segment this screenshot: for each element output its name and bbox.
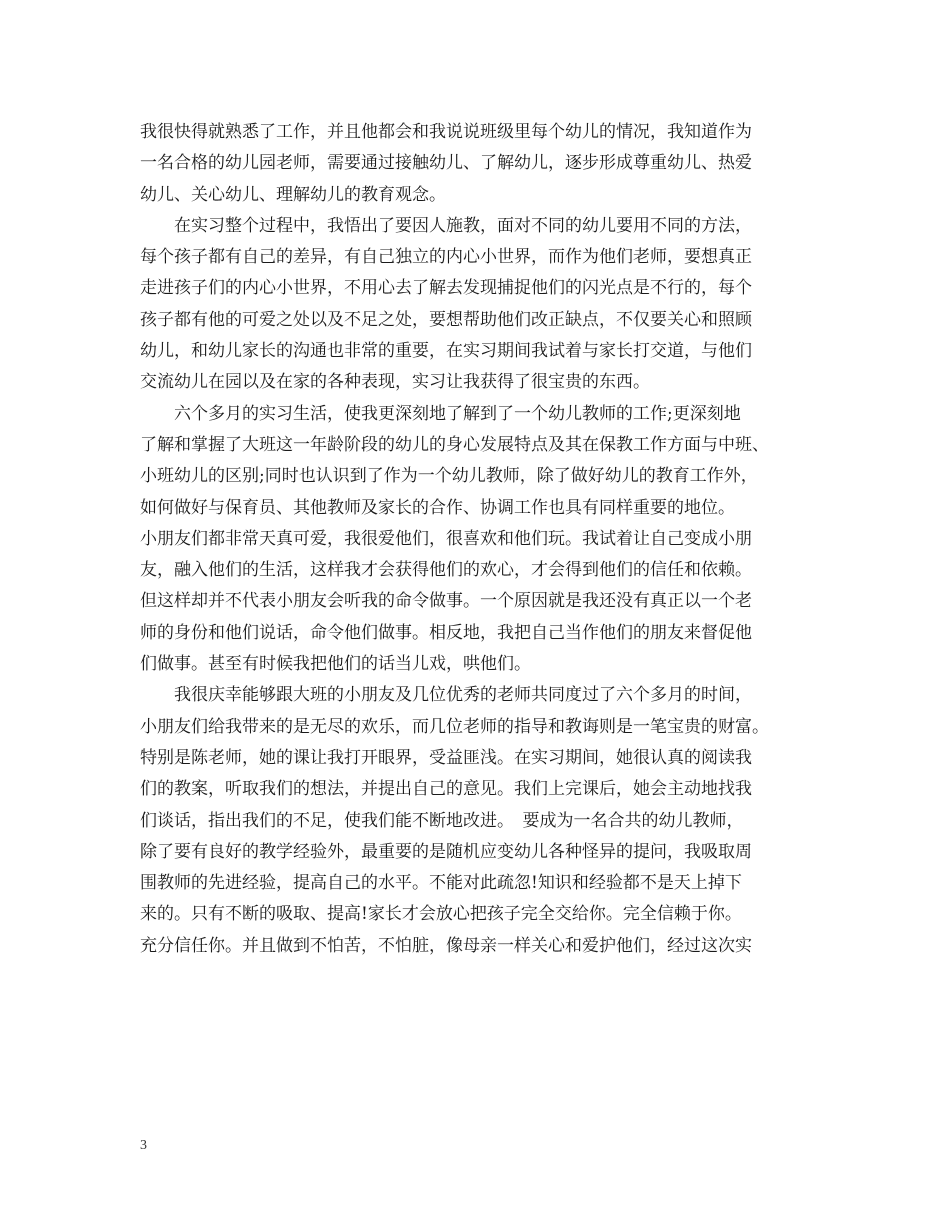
text-line: 充分信任你。并且做到不怕苦，不怕脏，像母亲一样关心和爱护他们，经过这次实 — [140, 935, 752, 956]
text-line: 除了要有良好的教学经验外，最重要的是随机应变幼儿各种怪异的提问，我吸取周 — [140, 841, 752, 862]
text-line: 特别是陈老师，她的课让我打开眼界，受益匪浅。在实习期间，她很认真的阅读我 — [140, 747, 752, 768]
text-line: 幼儿，和幼儿家长的沟通也非常的重要，在实习期间我试着与家长打交道，与他们 — [140, 341, 752, 362]
page-number: 3 — [140, 1138, 147, 1153]
text-line: 每个孩子都有自己的差异，有自己独立的内心小世界，而作为他们老师，要想真正 — [140, 247, 752, 268]
text-line: 围教师的先进经验，提高自己的水平。不能对此疏忽!知识和经验都不是天上掉下 — [140, 873, 742, 894]
text-line: 走进孩子们的内心小世界，不用心去了解去发现捕捉他们的闪光点是不行的，每个 — [140, 278, 752, 299]
text-line: 幼儿、关心幼儿、理解幼儿的教育观念。 — [140, 184, 446, 205]
text-line: 师的身份和他们说话，命令他们做事。相反地，我把自己当作他们的朋友来督促他 — [140, 622, 752, 643]
text-line: 们谈话，指出我们的不足，使我们能不断地改进。 要成为一名合共的幼儿教师， — [140, 810, 744, 831]
text-line: 友，融入他们的生活，这样我才会获得他们的欢心，才会得到他们的信任和依赖。 — [140, 560, 752, 581]
body-text — [140, 117, 830, 962]
text-line: 小班幼儿的区别;同时也认识到了作为一个幼儿教师，除了做好幼儿的教育工作外， — [140, 466, 758, 487]
text-line: 六个多月的实习生活，使我更深刻地了解到了一个幼儿教师的工作;更深刻地 — [140, 403, 741, 424]
text-line: 一名合格的幼儿园老师，需要通过接触幼儿、了解幼儿，逐步形成尊重幼儿、热爱 — [140, 153, 752, 174]
text-line: 但这样却并不代表小朋友会听我的命令做事。一个原因就是我还没有真正以一个老 — [140, 591, 752, 612]
text-line: 如何做好与保育员、其他教师及家长的合作、协调工作也具有同样重要的地位。 — [140, 497, 735, 518]
text-line: 了解和掌握了大班这一年龄阶段的幼儿的身心发展特点及其在保教工作方面与中班、 — [140, 434, 769, 455]
text-line: 交流幼儿在园以及在家的各种表现，实习让我获得了很宝贵的东西。 — [140, 372, 650, 393]
text-line: 小朋友们给我带来的是无尽的欢乐，而几位老师的指导和教诲则是一笔宝贵的财富。 — [140, 716, 769, 737]
text-line: 们做事。甚至有时候我把他们的话当儿戏，哄他们。 — [140, 654, 531, 675]
text-line: 我很庆幸能够跟大班的小朋友及几位优秀的老师共同度过了六个多月的时间， — [140, 685, 752, 706]
text-line: 在实习整个过程中，我悟出了要因人施教，面对不同的幼儿要用不同的方法， — [140, 215, 752, 236]
text-line: 我很快得就熟悉了工作，并且他都会和我说说班级里每个幼儿的情况，我知道作为 — [140, 122, 752, 142]
text-line: 来的。只有不断的吸取、提高!家长才会放心把孩子完全交给你。完全信赖于你。 — [140, 904, 742, 925]
text-line: 小朋友们都非常天真可爱，我很爱他们，很喜欢和他们玩。我试着让自己变成小朋 — [140, 528, 752, 549]
text-line: 孩子都有他的可爱之处以及不足之处，要想帮助他们改正缺点，不仅要关心和照顾 — [140, 309, 752, 330]
text-line: 们的教案，听取我们的想法，并提出自己的意见。我们上完课后，她会主动地找我 — [140, 779, 752, 800]
